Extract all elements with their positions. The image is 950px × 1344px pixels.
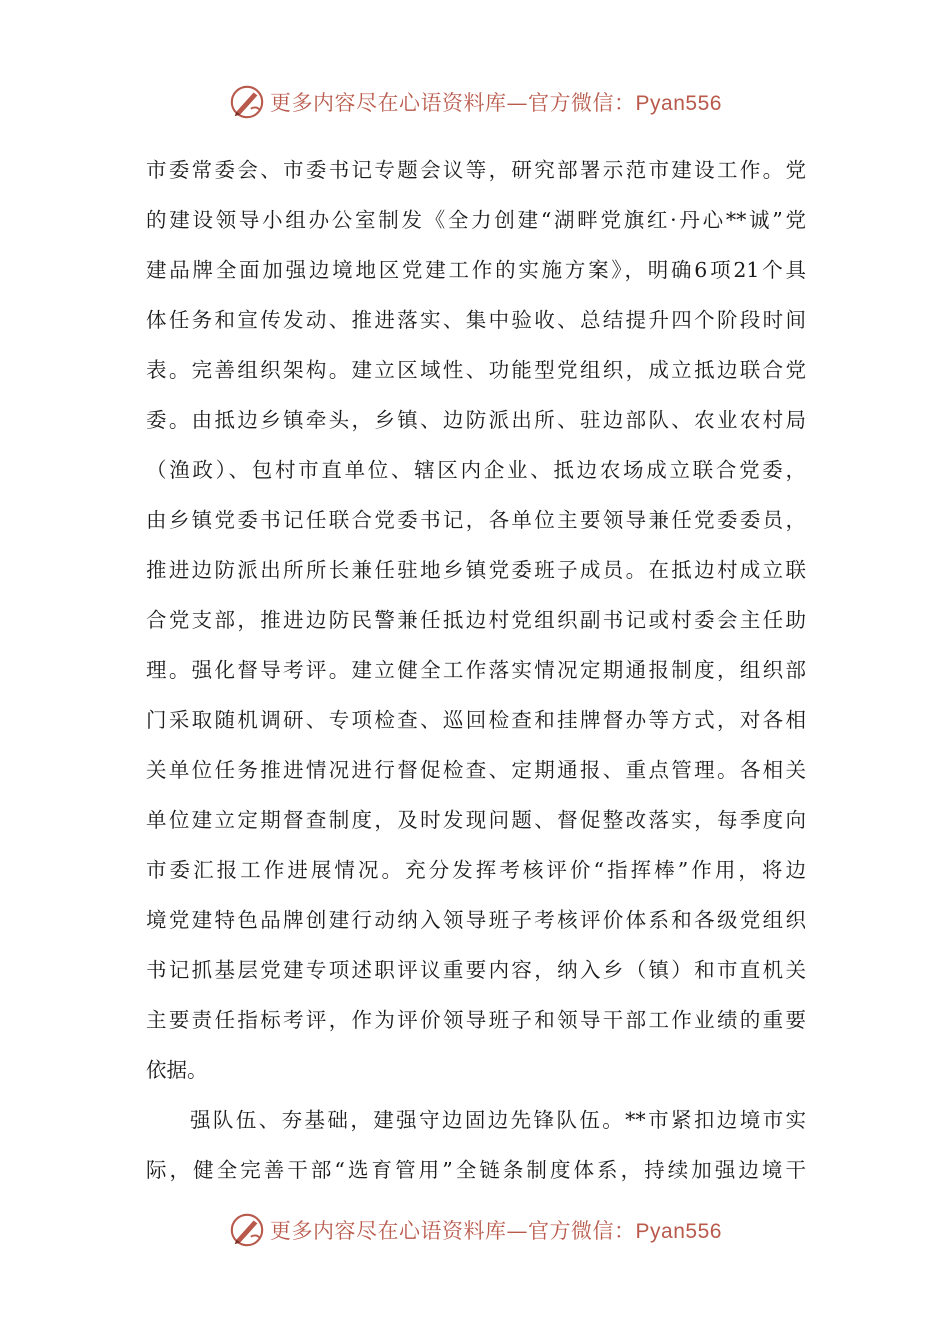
body-line: 委。由抵边乡镇牵头，乡镇、边防派出所、驻边部队、农业农村局 [146, 408, 806, 432]
body-line: 合党支部，推进边防民警兼任抵边村党组织副书记或村委会主任助 [146, 608, 806, 632]
watermark-header [0, 80, 950, 124]
body-line: 的建设领导小组办公室制发《全力创建“湖畔党旗红·丹心**诚”党 [146, 208, 806, 232]
wechat-id: Pyan556 [635, 1220, 722, 1243]
body-line: 门采取随机调研、专项检查、巡回检查和挂牌督办等方式，对各相 [146, 708, 806, 732]
body-line: 推进边防派出所所长兼任驻地乡镇党委班子成员。在抵边村成立联 [146, 558, 806, 582]
body-line: 单位建立定期督查制度，及时发现问题、督促整改落实，每季度向 [146, 808, 806, 832]
body-line: 强队伍、夯基础，建强守边固边先锋队伍。**市紧扣边境市实 [190, 1108, 806, 1132]
body-line: 由乡镇党委书记任联合党委书记，各单位主要领导兼任党委委员， [146, 508, 806, 532]
watermark-text: 更多内容尽在心语资料库—官方微信：Pyan556 [270, 91, 722, 115]
body-line: 主要责任指标考评，作为评价领导班子和领导干部工作业绩的重要 [146, 1008, 806, 1032]
watermark-text: 更多内容尽在心语资料库—官方微信：Pyan556 [270, 1219, 722, 1243]
watermark-footer [0, 1208, 950, 1252]
body-line: 理。强化督导考评。建立健全工作落实情况定期通报制度，组织部 [146, 658, 806, 682]
body-line: 关单位任务推进情况进行督促检查、定期通报、重点管理。各相关 [146, 758, 806, 782]
body-line: 境党建特色品牌创建行动纳入领导班子考核评价体系和各级党组织 [146, 908, 806, 932]
pen-logo-icon [228, 83, 266, 121]
body-line: 市委常委会、市委书记专题会议等，研究部署示范市建设工作。党 [146, 158, 806, 182]
body-line: 市委汇报工作进展情况。充分发挥考核评价“指挥棒”作用，将边 [146, 858, 806, 882]
body-line: 际，健全完善干部“选育管用”全链条制度体系，持续加强边境干 [146, 1158, 806, 1182]
body-line: 建品牌全面加强边境地区党建工作的实施方案》，明确6项21个具 [146, 258, 806, 282]
document-body [146, 145, 806, 1195]
body-line: 依据。 [146, 1058, 208, 1082]
body-line: 书记抓基层党建专项述职评议重要内容，纳入乡（镇）和市直机关 [146, 958, 806, 982]
body-line: 体任务和宣传发动、推进落实、集中验收、总结提升四个阶段时间 [146, 308, 806, 332]
body-line: （渔政）、包村市直单位、辖区内企业、抵边农场成立联合党委， [146, 458, 806, 482]
pen-logo-icon [228, 1211, 266, 1249]
body-line: 表。完善组织架构。建立区域性、功能型党组织，成立抵边联合党 [146, 358, 806, 382]
wechat-id: Pyan556 [635, 92, 722, 115]
